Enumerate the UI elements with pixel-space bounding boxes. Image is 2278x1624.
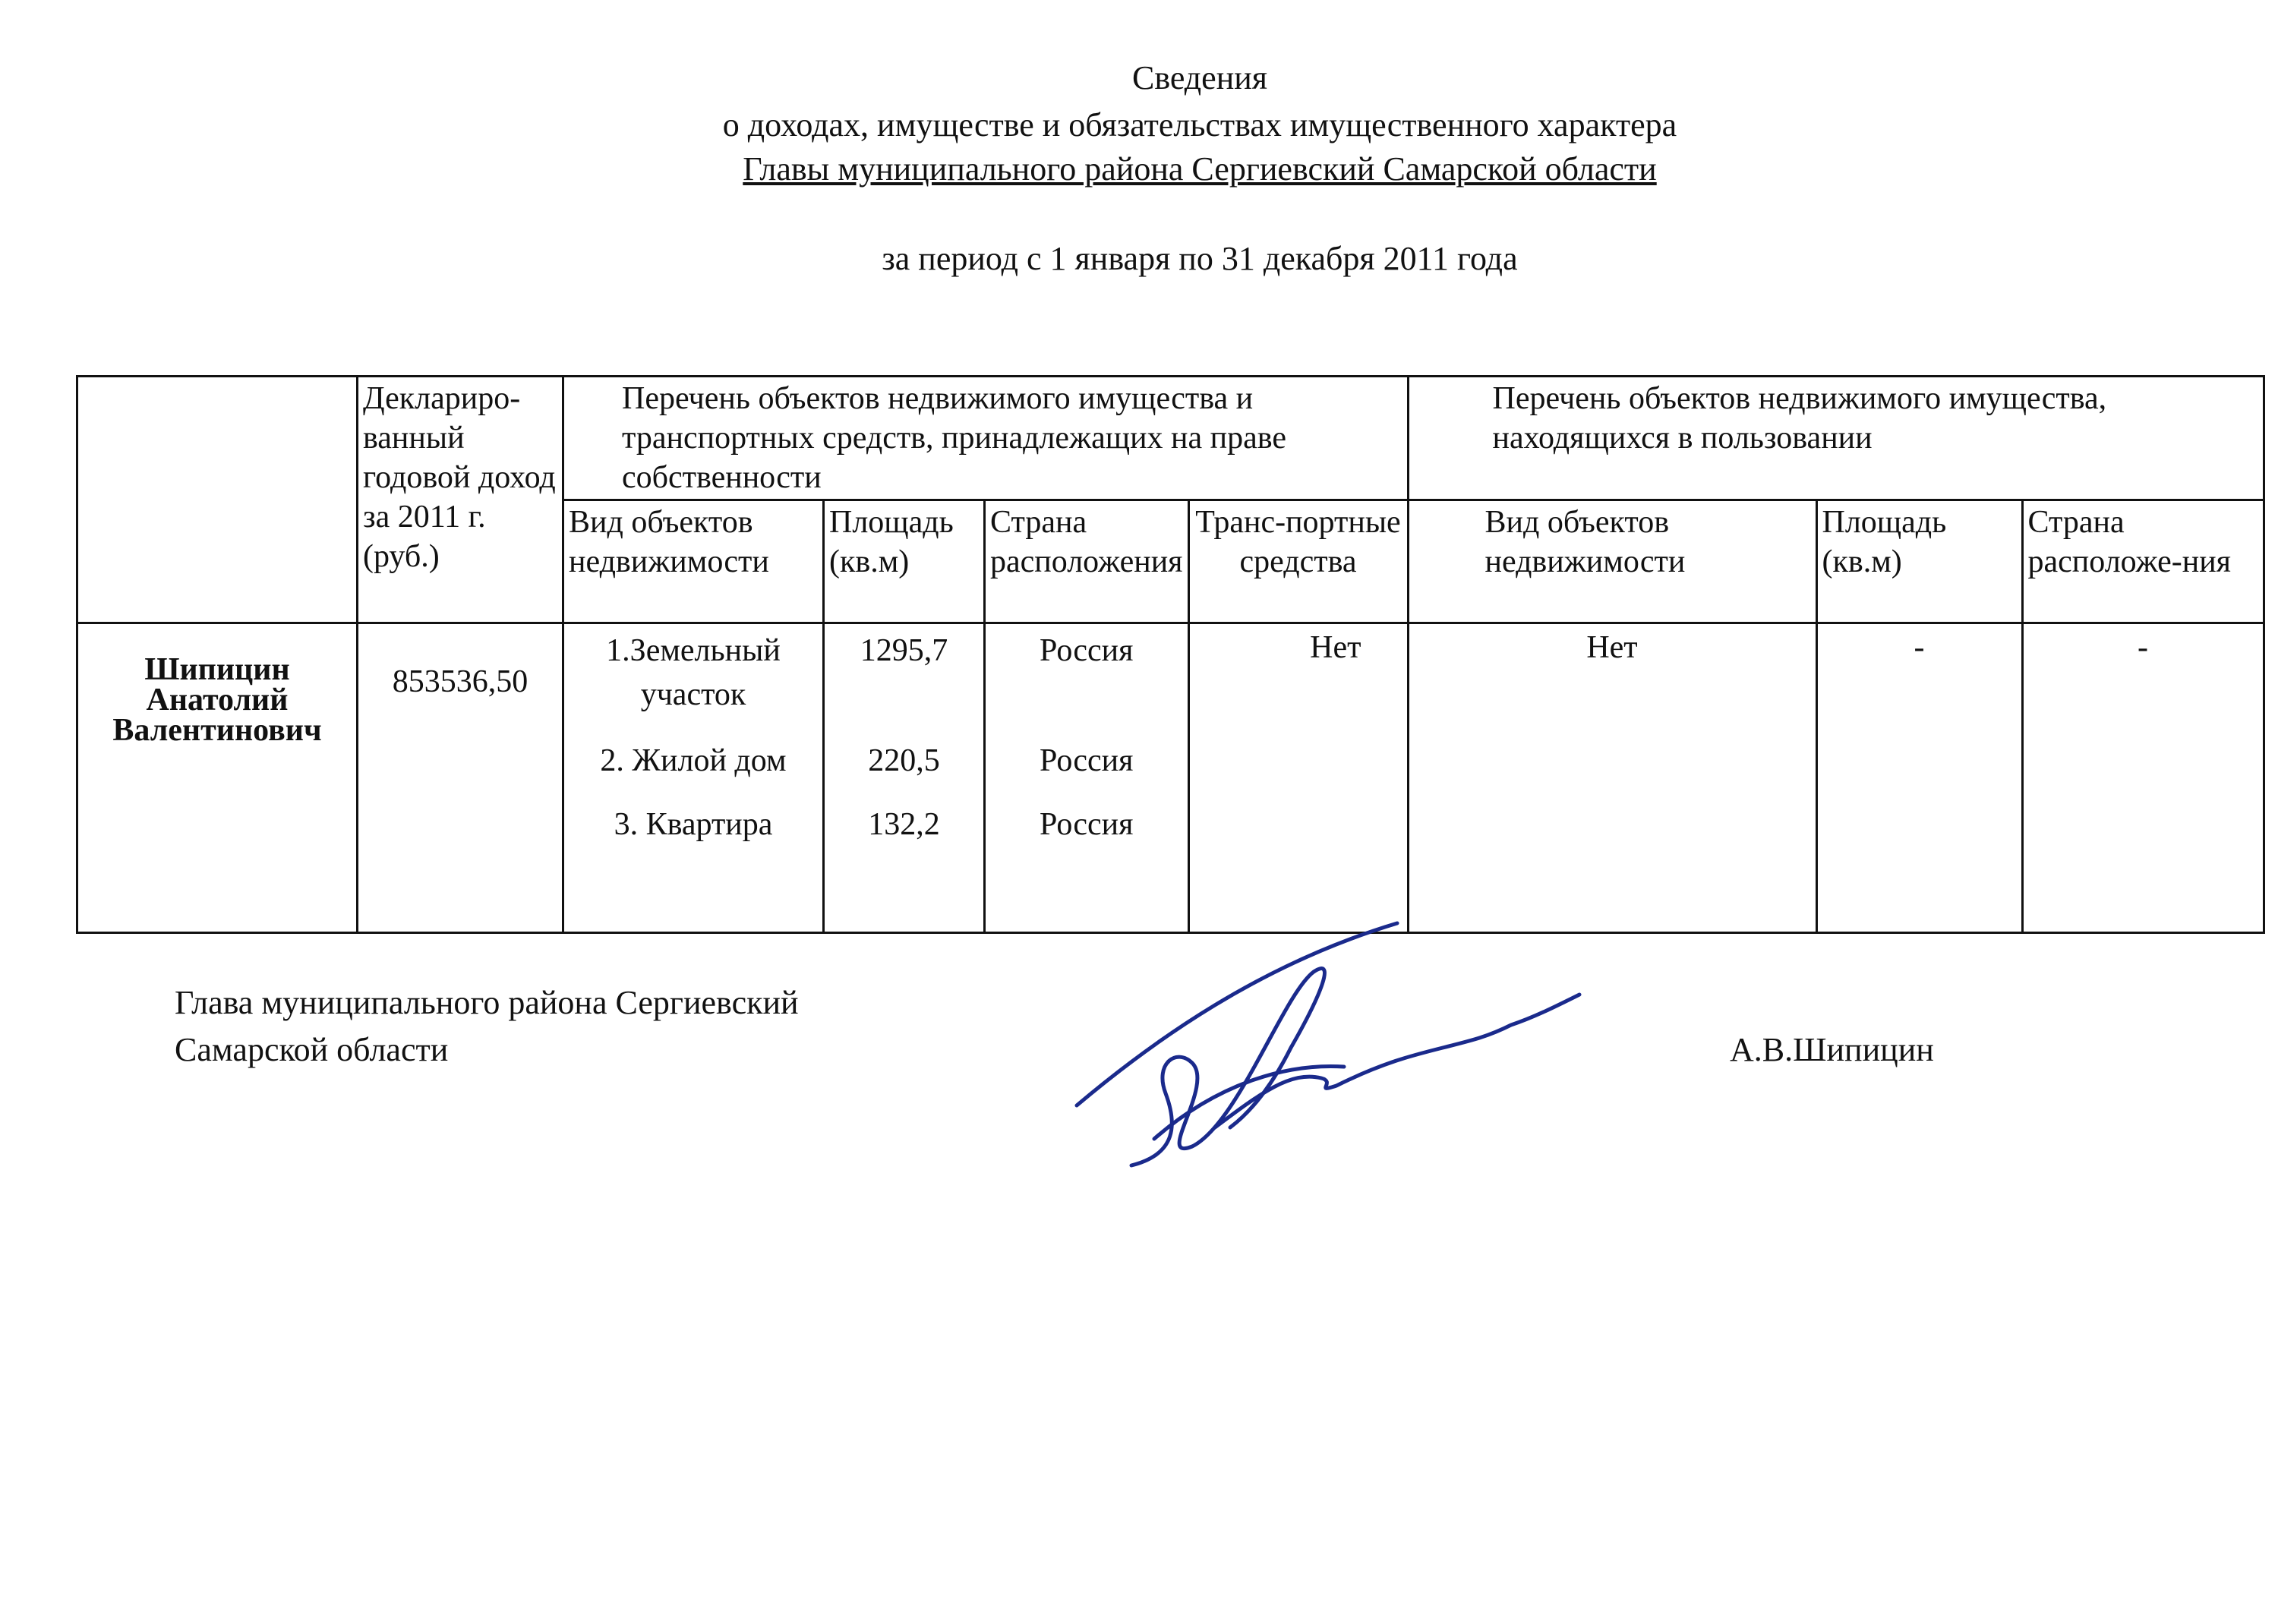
owned-country-1: Россия	[1040, 633, 1134, 668]
used-area-header: Площадь (кв.м)	[1816, 500, 2022, 623]
owned-type-3: 3. Квартира	[614, 807, 773, 842]
used-type-header: Вид объектов недвижимости	[1408, 500, 1816, 623]
signer-position	[175, 979, 799, 1074]
owned-area-2: 220,5	[868, 743, 940, 778]
used-area-value: -	[1816, 623, 2022, 933]
doc-subtitle: о доходах, имуществе и обязательствах имущественного характера	[722, 106, 1677, 143]
position-line-2: Самарской области	[175, 1031, 449, 1068]
owned-country-2: Россия	[1040, 743, 1134, 778]
vehicles-value: Нет	[1188, 623, 1408, 933]
position-line-1: Глава муниципального района Сергиевский	[175, 984, 799, 1021]
owned-type-header: Вид объектов недвижимости	[563, 500, 824, 623]
doc-official: Главы муниципального района Сергиевский Самарской области	[743, 150, 1657, 188]
owned-areas	[824, 623, 985, 933]
doc-title: Сведения	[1131, 59, 1268, 96]
owned-area-header: Площадь (кв.м)	[824, 500, 985, 623]
used-country-header: Страна расположе-ния	[2022, 500, 2264, 623]
used-country-value: -	[2022, 623, 2264, 933]
name-header	[77, 377, 358, 623]
owned-countries	[985, 623, 1189, 933]
used-type-value: Нет	[1408, 623, 1816, 933]
doc-period: за период с 1 января по 31 декабря 2011 года	[882, 240, 1518, 277]
income-value: 853536,50	[358, 623, 563, 933]
income-header: Деклариро-ванный годовой доход за 2011 г. (руб.)	[358, 377, 563, 623]
declaration-table	[76, 375, 2265, 934]
owned-type-2: 2. Жилой дом	[600, 743, 787, 778]
signer-name: А.В.Шипицин	[1730, 1031, 1934, 1068]
vehicles-header: Транс-портные средства	[1188, 500, 1408, 623]
owned-group-header: Перечень объектов недвижимого имущества и транспортных средств, принадлежащих на праве собственности	[563, 377, 1409, 500]
owned-country-3: Россия	[1040, 807, 1134, 842]
owned-area-1: 1295,7	[860, 633, 948, 668]
owned-country-header: Страна расположения	[985, 500, 1189, 623]
owned-type-1: 1.Земельный участок	[606, 633, 781, 712]
table-row	[77, 623, 2264, 933]
signature	[1063, 911, 1610, 1184]
used-group-header: Перечень объектов недвижимого имущества, находящихся в пользовании	[1408, 377, 2264, 500]
owned-types	[563, 623, 824, 933]
owned-area-3: 132,2	[868, 807, 940, 842]
person-name: Шипицин Анатолий Валентинович	[77, 623, 358, 933]
